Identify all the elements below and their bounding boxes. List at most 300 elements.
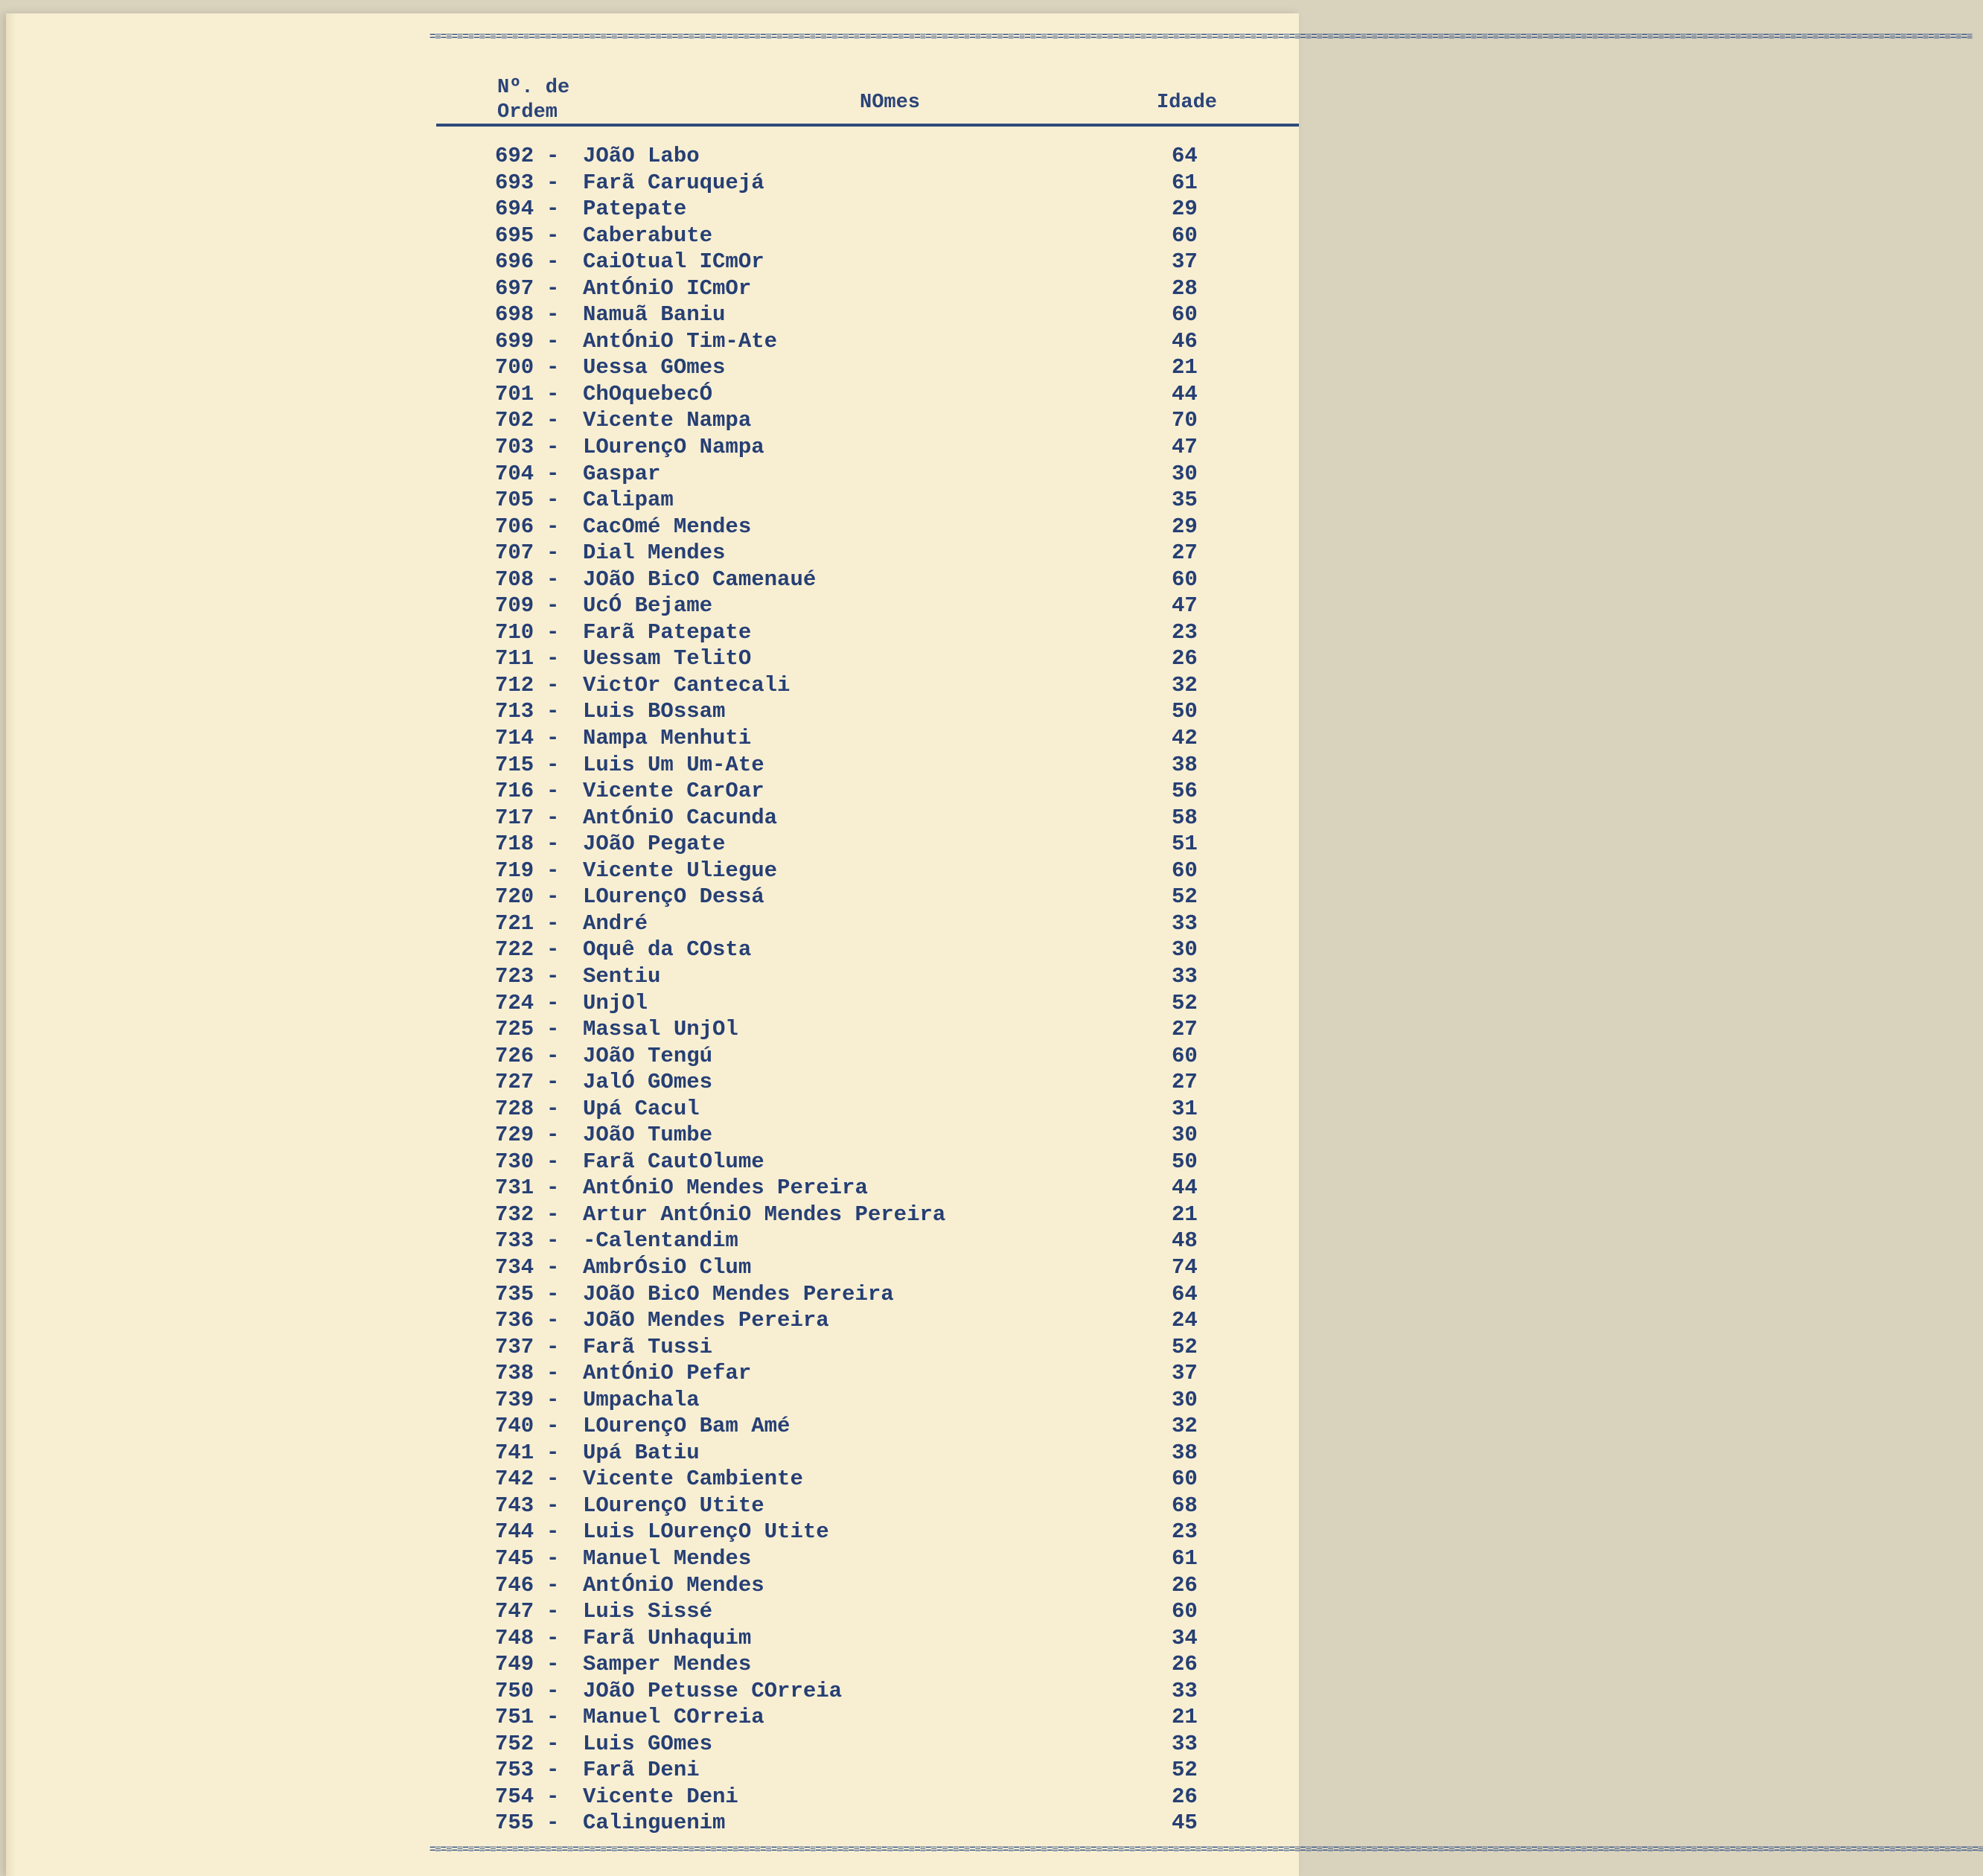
person-name: JOãO Tengú [583, 1043, 713, 1068]
list-item [0, 1598, 1299, 1625]
person-name: Upá Batiu [583, 1440, 700, 1465]
person-age: 30 [1172, 937, 1198, 963]
order-number: 726 [495, 1043, 534, 1068]
separator-dash: - [546, 275, 560, 301]
list-item [0, 645, 1299, 672]
person-age: 52 [1172, 1758, 1198, 1783]
list-item [0, 593, 1299, 619]
order-number: 748 [495, 1625, 534, 1650]
list-item [0, 884, 1299, 910]
person-name: André [583, 910, 648, 936]
person-name: Luis Um Um-Ate [583, 752, 764, 777]
separator-dash: - [546, 540, 560, 566]
list-item [0, 328, 1299, 355]
person-age: 34 [1172, 1625, 1198, 1650]
list-item [0, 1069, 1299, 1096]
order-number: 701 [495, 381, 534, 406]
person-age: 32 [1172, 672, 1198, 698]
order-number: 725 [495, 1017, 534, 1042]
person-age: 50 [1172, 1149, 1198, 1174]
separator-dash: - [546, 328, 560, 354]
list-item [0, 1387, 1299, 1414]
separator-dash: - [546, 408, 560, 433]
list-item [0, 143, 1299, 170]
order-number: 720 [495, 884, 534, 910]
order-number: 753 [495, 1758, 534, 1783]
order-number: 747 [495, 1599, 534, 1624]
order-number: 705 [495, 488, 534, 513]
list-item [0, 487, 1299, 514]
person-name: UcÓ Bejame [583, 593, 713, 619]
person-name: JalÓ GOmes [583, 1070, 713, 1095]
person-age: 37 [1172, 1361, 1198, 1386]
list-item [0, 1149, 1299, 1175]
order-number: 696 [495, 249, 534, 275]
order-number: 699 [495, 328, 534, 354]
order-number: 730 [495, 1149, 534, 1174]
person-name: AntÓniO Pefar [583, 1361, 752, 1386]
list-item [0, 1440, 1299, 1467]
separator-dash: - [546, 963, 560, 989]
person-name: Samper Mendes [583, 1652, 752, 1677]
person-name: AntÓniO Tim-Ate [583, 328, 778, 354]
person-age: 45 [1172, 1810, 1198, 1836]
person-age: 47 [1172, 593, 1198, 619]
person-age: 26 [1172, 1784, 1198, 1809]
order-number: 734 [495, 1254, 534, 1280]
list-item [0, 1334, 1299, 1361]
order-number: 732 [495, 1202, 534, 1227]
person-age: 21 [1172, 1705, 1198, 1730]
order-number: 715 [495, 752, 534, 777]
order-number: 731 [495, 1175, 534, 1201]
order-number: 750 [495, 1678, 534, 1703]
order-number: 695 [495, 223, 534, 248]
separator-dash: - [546, 170, 560, 195]
person-name: JOãO Labo [583, 144, 700, 168]
list-item [0, 1043, 1299, 1070]
list-item [0, 540, 1299, 567]
person-age: 33 [1172, 963, 1198, 989]
person-age: 68 [1172, 1493, 1198, 1518]
separator-dash: - [546, 832, 560, 857]
person-name: LOurençO Utite [583, 1493, 764, 1518]
person-age: 42 [1172, 726, 1198, 751]
order-number: 728 [495, 1096, 534, 1121]
list-item [0, 567, 1299, 593]
list-item [0, 725, 1299, 752]
separator-dash: - [546, 514, 560, 539]
person-age: 48 [1172, 1228, 1198, 1254]
list-item [0, 170, 1299, 197]
order-number: 740 [495, 1414, 534, 1439]
person-age: 38 [1172, 1440, 1198, 1465]
person-name: LOurençO Dessá [583, 884, 764, 910]
person-age: 30 [1172, 1387, 1198, 1412]
separator-dash: - [546, 1281, 560, 1306]
header-names: NOmes [860, 92, 921, 114]
separator-dash: - [546, 884, 560, 910]
list-item [0, 461, 1299, 488]
list-item [0, 354, 1299, 381]
person-age: 37 [1172, 249, 1198, 275]
person-age: 33 [1172, 910, 1198, 936]
separator-dash: - [546, 1440, 560, 1465]
separator-dash: - [546, 1414, 560, 1439]
separator-dash: - [546, 144, 560, 168]
person-age: 60 [1172, 1043, 1198, 1068]
separator-dash: - [546, 1599, 560, 1624]
order-number: 703 [495, 435, 534, 460]
person-age: 60 [1172, 223, 1198, 248]
order-number: 727 [495, 1070, 534, 1095]
order-number: 751 [495, 1705, 534, 1730]
list-item [0, 1704, 1299, 1731]
person-name: AntÓniO Cacunda [583, 805, 778, 830]
person-name: Uessam TelitO [583, 646, 752, 671]
person-name: Luis BOssam [583, 699, 726, 724]
order-number: 743 [495, 1493, 534, 1518]
order-number: 733 [495, 1228, 534, 1254]
list-item [0, 1254, 1299, 1281]
separator-dash: - [546, 1784, 560, 1809]
person-age: 50 [1172, 699, 1198, 724]
person-name: VictOr Cantecali [583, 672, 791, 698]
person-name: JOãO Petusse COrreia [583, 1678, 843, 1703]
person-age: 61 [1172, 1545, 1198, 1571]
list-item [0, 249, 1299, 275]
list-item [0, 858, 1299, 884]
person-age: 60 [1172, 1599, 1198, 1624]
order-number: 709 [495, 593, 534, 619]
person-name: LOurençO Bam Amé [583, 1414, 791, 1439]
order-number: 708 [495, 567, 534, 592]
person-name: Vicente Uliegue [583, 858, 778, 883]
separator-dash: - [546, 567, 560, 592]
separator-dash: - [546, 1810, 560, 1836]
order-number: 729 [495, 1123, 534, 1148]
separator-dash: - [546, 752, 560, 777]
order-number: 692 [495, 144, 534, 168]
list-item [0, 990, 1299, 1017]
separator-dash: - [546, 726, 560, 751]
list-item [0, 672, 1299, 699]
separator-dash: - [546, 1070, 560, 1095]
separator-dash: - [546, 1308, 560, 1333]
separator-dash: - [546, 1731, 560, 1756]
separator-dash: - [546, 1493, 560, 1518]
order-number: 714 [495, 726, 534, 751]
header-age: Idade [1157, 92, 1218, 114]
separator-dash: - [546, 1228, 560, 1254]
separator-dash: - [546, 249, 560, 275]
person-name: CacOmé Mendes [583, 514, 752, 539]
separator-dash: - [546, 1467, 560, 1492]
separator-dash: - [546, 1545, 560, 1571]
person-name: Manuel Mendes [583, 1545, 752, 1571]
separator-dash: - [546, 699, 560, 724]
list-item [0, 1016, 1299, 1043]
person-age: 70 [1172, 408, 1198, 433]
order-number: 744 [495, 1519, 534, 1545]
list-item [0, 1757, 1299, 1784]
person-name: Umpachala [583, 1387, 700, 1412]
order-number: 700 [495, 355, 534, 380]
order-number: 746 [495, 1572, 534, 1598]
person-name: Sentiu [583, 963, 661, 989]
separator-dash: - [546, 1096, 560, 1121]
separator-dash: - [546, 1678, 560, 1703]
person-age: 33 [1172, 1678, 1198, 1703]
order-number: 742 [495, 1467, 534, 1492]
person-name: Namuã Baniu [583, 302, 726, 328]
list-item [0, 805, 1299, 832]
person-name: JOãO BicO Camenaué [583, 567, 817, 592]
person-age: 74 [1172, 1254, 1198, 1280]
person-name: Dial Mendes [583, 540, 726, 566]
separator-dash: - [546, 1254, 560, 1280]
list-item [0, 196, 1299, 223]
header-order-line2: Ordem [497, 101, 558, 124]
person-name: Vicente Cambiente [583, 1467, 803, 1492]
person-age: 28 [1172, 275, 1198, 301]
separator-dash: - [546, 1625, 560, 1650]
person-name: Calipam [583, 488, 674, 513]
list-item [0, 752, 1299, 779]
list-item [0, 1096, 1299, 1123]
person-age: 30 [1172, 1123, 1198, 1148]
order-number: 724 [495, 990, 534, 1015]
list-item [0, 1228, 1299, 1254]
person-name: AntÓniO Mendes Pereira [583, 1175, 868, 1201]
order-number: 716 [495, 779, 534, 804]
person-name: Farã Deni [583, 1758, 700, 1783]
separator-dash: - [546, 1149, 560, 1174]
separator-dash: - [546, 1705, 560, 1730]
list-item [0, 302, 1299, 328]
separator-dash: - [546, 1572, 560, 1598]
person-name: Farã Caruquejá [583, 170, 764, 195]
separator-dash: - [546, 990, 560, 1015]
person-age: 60 [1172, 1467, 1198, 1492]
list-item [0, 1175, 1299, 1202]
separator-dash: - [546, 355, 560, 380]
separator-dash: - [546, 779, 560, 804]
list-item [0, 1572, 1299, 1599]
separator-dash: - [546, 1758, 560, 1783]
order-number: 706 [495, 514, 534, 539]
person-name: Vicente CarOar [583, 779, 764, 804]
person-name: Oquê da COsta [583, 937, 752, 963]
list-item [0, 1413, 1299, 1440]
separator-dash: - [546, 1334, 560, 1359]
list-item [0, 963, 1299, 990]
order-number: 723 [495, 963, 534, 989]
list-item [0, 1810, 1299, 1837]
person-name: JOãO BicO Mendes Pereira [583, 1281, 894, 1306]
person-age: 44 [1172, 1175, 1198, 1201]
person-name: Artur AntÓniO Mendes Pereira [583, 1202, 946, 1227]
list-item [0, 831, 1299, 858]
person-name: Upá Cacul [583, 1096, 700, 1121]
separator-dash: - [546, 197, 560, 222]
person-age: 52 [1172, 1334, 1198, 1359]
person-age: 38 [1172, 752, 1198, 777]
order-number: 735 [495, 1281, 534, 1306]
order-number: 755 [495, 1810, 534, 1836]
separator-dash: - [546, 619, 560, 645]
person-age: 52 [1172, 884, 1198, 910]
order-number: 745 [495, 1545, 534, 1571]
separator-dash: - [546, 381, 560, 406]
list-item [0, 1784, 1299, 1810]
list-item [0, 937, 1299, 963]
separator-dash: - [546, 1387, 560, 1412]
order-number: 693 [495, 170, 534, 195]
person-age: 23 [1172, 1519, 1198, 1545]
order-number: 694 [495, 197, 534, 222]
person-name: AntÓniO Mendes [583, 1572, 764, 1598]
person-age: 21 [1172, 355, 1198, 380]
person-age: 61 [1172, 170, 1198, 195]
list-item [0, 1625, 1299, 1652]
person-name: AntÓniO ICmOr [583, 275, 752, 301]
person-name: JOãO Pegate [583, 832, 726, 857]
person-age: 26 [1172, 1652, 1198, 1677]
list-item [0, 1493, 1299, 1519]
header-rule [436, 124, 1299, 127]
list-item [0, 1281, 1299, 1308]
header-order-number [497, 76, 646, 125]
person-name: Vicente Deni [583, 1784, 738, 1809]
separator-dash: - [546, 1202, 560, 1227]
person-age: 44 [1172, 381, 1198, 406]
list-item [0, 1651, 1299, 1678]
order-number: 717 [495, 805, 534, 830]
person-name: Luis LOurençO Utite [583, 1519, 829, 1545]
person-age: 26 [1172, 1572, 1198, 1598]
list-item [0, 910, 1299, 937]
person-age: 33 [1172, 1731, 1198, 1756]
person-age: 60 [1172, 858, 1198, 883]
separator-dash: - [546, 910, 560, 936]
list-item [0, 275, 1299, 302]
separator-dash: - [546, 461, 560, 486]
list-item [0, 1122, 1299, 1149]
order-number: 713 [495, 699, 534, 724]
separator-dash: - [546, 1017, 560, 1042]
list-item [0, 434, 1299, 461]
person-age: 64 [1172, 144, 1198, 168]
order-number: 754 [495, 1784, 534, 1809]
person-name: JOãO Mendes Pereira [583, 1308, 829, 1333]
top-dashed-border: =≡=≡=≡=≡=≡=≡=≡=≡=≡=≡=≡=≡=≡=≡=≡=≡=≡=≡=≡=≡=≡=≡=≡=≡=≡=≡=≡=≡=≡=≡=≡=≡=≡=≡=≡=≡=≡=≡=≡=≡=≡=≡=≡=≡=≡=≡=≡=≡=≡=≡=≡=≡=≡=≡=≡=≡=≡=≡=≡=≡=≡=≡=≡=≡=≡=≡=≡=≡=≡=≡=≡=≡=≡=≡=≡=≡=≡=≡=≡=≡=≡=≡=≡=≡=≡=≡=≡=≡=≡=≡=≡=≡=≡=≡=≡=≡=≡=≡=≡=≡=≡=≡=≡=≡=≡=≡=≡=≡=≡=≡=≡=≡=≡=≡=≡=≡=≡=≡=≡=≡=≡=≡=≡=≡=≡=≡=≡=≡=≡=≡=≡=≡=≡=≡=≡=≡=≡=≡=≡=≡ [430, 31, 1973, 43]
list-item [0, 1307, 1299, 1334]
list-item [0, 1202, 1299, 1228]
person-age: 30 [1172, 461, 1198, 486]
person-name: Luis Sissé [583, 1599, 713, 1624]
person-age: 24 [1172, 1308, 1198, 1333]
person-name: JOãO Tumbe [583, 1123, 713, 1148]
order-number: 704 [495, 461, 534, 486]
person-age: 29 [1172, 197, 1198, 222]
person-name: Patepate [583, 197, 687, 222]
person-name: Uessa GOmes [583, 355, 726, 380]
order-number: 722 [495, 937, 534, 963]
order-number: 749 [495, 1652, 534, 1677]
list-item [0, 1731, 1299, 1758]
order-number: 712 [495, 672, 534, 698]
person-name: CaiOtual ICmOr [583, 249, 764, 275]
person-name: Farã Unhaquim [583, 1625, 752, 1650]
person-age: 52 [1172, 990, 1198, 1015]
order-number: 702 [495, 408, 534, 433]
order-number: 707 [495, 540, 534, 566]
order-number: 739 [495, 1387, 534, 1412]
person-name: Vicente Nampa [583, 408, 752, 433]
order-number: 738 [495, 1361, 534, 1386]
list-item [0, 698, 1299, 725]
person-name: Farã Patepate [583, 619, 752, 645]
person-age: 64 [1172, 1281, 1198, 1306]
separator-dash: - [546, 223, 560, 248]
separator-dash: - [546, 646, 560, 671]
order-number: 718 [495, 832, 534, 857]
person-name: Nampa Menhuti [583, 726, 752, 751]
person-name: LOurençO Nampa [583, 435, 764, 460]
list-item [0, 1519, 1299, 1545]
person-age: 23 [1172, 619, 1198, 645]
person-age: 56 [1172, 779, 1198, 804]
list-item [0, 619, 1299, 646]
list-item [0, 407, 1299, 434]
order-number: 711 [495, 646, 534, 671]
separator-dash: - [546, 858, 560, 883]
person-age: 60 [1172, 302, 1198, 328]
separator-dash: - [546, 937, 560, 963]
person-age: 51 [1172, 832, 1198, 857]
order-number: 737 [495, 1334, 534, 1359]
person-age: 58 [1172, 805, 1198, 830]
person-name: ChOquebecÓ [583, 381, 713, 406]
separator-dash: - [546, 1519, 560, 1545]
list-item [0, 514, 1299, 540]
list-item [0, 1360, 1299, 1387]
person-age: 27 [1172, 540, 1198, 566]
person-age: 32 [1172, 1414, 1198, 1439]
person-name: -Calentandim [583, 1228, 738, 1254]
separator-dash: - [546, 1652, 560, 1677]
person-age: 60 [1172, 567, 1198, 592]
person-age: 46 [1172, 328, 1198, 354]
list-item [0, 1466, 1299, 1493]
separator-dash: - [546, 1361, 560, 1386]
separator-dash: - [546, 805, 560, 830]
order-number: 741 [495, 1440, 534, 1465]
order-number: 697 [495, 275, 534, 301]
separator-dash: - [546, 672, 560, 698]
person-age: 29 [1172, 514, 1198, 539]
person-name: Caberabute [583, 223, 713, 248]
separator-dash: - [546, 488, 560, 513]
order-number: 752 [495, 1731, 534, 1756]
register-list [0, 143, 1299, 1837]
person-age: 31 [1172, 1096, 1198, 1121]
person-name: Calinguenim [583, 1810, 726, 1836]
list-item [0, 1678, 1299, 1705]
person-age: 27 [1172, 1070, 1198, 1095]
person-age: 21 [1172, 1202, 1198, 1227]
